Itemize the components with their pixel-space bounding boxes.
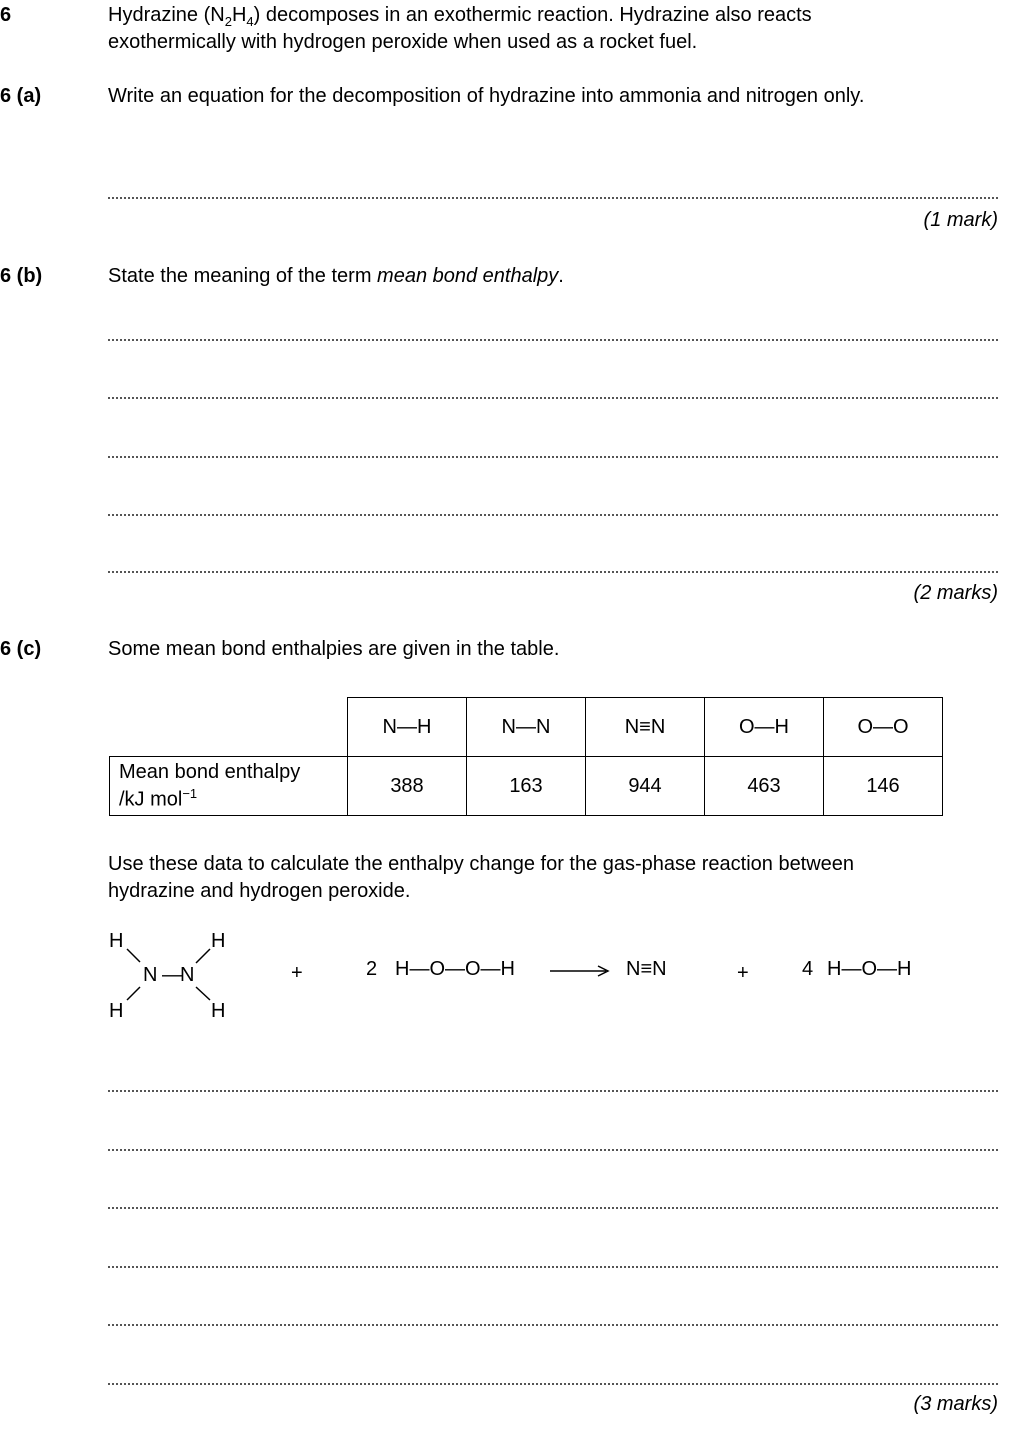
water-coefficient: 4: [802, 958, 814, 980]
header-o-o: O—O: [824, 698, 943, 757]
part-c-instruction-1: Use these data to calculate the enthalpy change for the gas-phase reaction between: [108, 853, 855, 875]
header-o-h: O—H: [705, 698, 824, 757]
intro-line-1: [108, 4, 812, 29]
table-corner: [110, 698, 348, 757]
part-c-label: 6 (c): [0, 638, 42, 660]
answer-line-c5[interactable]: [108, 1324, 998, 1326]
part-a-label: 6 (a): [0, 85, 42, 107]
part-b-term: mean bond enthalpy: [377, 265, 559, 287]
bond-h-bottom-left: [127, 987, 140, 1000]
part-c-marks: (3 marks): [913, 1393, 998, 1415]
hydrazine-h-bottom-right: H: [211, 1000, 226, 1022]
bond-enthalpy-table: [109, 697, 943, 816]
value-o-o: 146: [824, 757, 943, 816]
value-o-h: 463: [705, 757, 824, 816]
table-value-row: [110, 757, 943, 816]
part-b-period: .: [558, 265, 564, 287]
bond-h-top-left: [127, 949, 140, 962]
water-product: H—O—H: [827, 958, 912, 980]
nitrogen-product: N≡N: [626, 958, 667, 980]
reaction-arrow-icon: [548, 963, 612, 979]
row-label: [110, 757, 348, 816]
answer-line-c3[interactable]: [108, 1207, 998, 1209]
subscript-4: 4: [246, 14, 254, 29]
hydrazine-n-left: N: [143, 964, 158, 986]
plus-sign-1: +: [291, 962, 303, 984]
hydrogen-peroxide: H—O—O—H: [395, 958, 515, 980]
plus-sign-2: +: [737, 962, 749, 984]
answer-line-c4[interactable]: [108, 1266, 998, 1268]
answer-line-b5[interactable]: [108, 571, 998, 573]
peroxide-coefficient: 2: [366, 958, 378, 980]
part-c-instruction-2: hydrazine and hydrogen peroxide.: [108, 880, 411, 902]
answer-line-b4[interactable]: [108, 514, 998, 516]
row-label-line-1: Mean bond enthalpy: [119, 761, 301, 784]
intro-text-start: Hydrazine (N: [108, 4, 225, 26]
hydrazine-bond-lines: [100, 925, 240, 1020]
answer-line-a1[interactable]: [108, 197, 998, 199]
answer-line-c1[interactable]: [108, 1090, 998, 1092]
hydrazine-n-right: N: [180, 964, 195, 986]
hydrazine-h-bottom-left: H: [109, 1000, 124, 1022]
intro-line-2: exothermically with hydrogen peroxide when used as a rocket fuel.: [108, 31, 698, 53]
value-n-triple-n: 944: [586, 757, 705, 816]
answer-line-b3[interactable]: [108, 456, 998, 458]
hydrazine-nn-bond: —: [162, 964, 182, 986]
row-label-superscript: −1: [182, 786, 198, 802]
value-n-h: 388: [348, 757, 467, 816]
part-a-marks: (1 mark): [923, 209, 998, 231]
intro-text-h: H: [231, 4, 247, 26]
hydrazine-h-top-left: H: [109, 930, 124, 952]
part-a-question: Write an equation for the decomposition of hydrazine into ammonia and nitrogen only.: [108, 85, 865, 107]
answer-line-c2[interactable]: [108, 1149, 998, 1151]
part-c-question: Some mean bond enthalpies are given in the table.: [108, 638, 560, 660]
intro-text-end: ) decomposes in an exothermic reaction. Hydrazine also reacts: [253, 4, 812, 26]
header-n-h: N—H: [348, 698, 467, 757]
part-b-question: [108, 265, 564, 288]
bond-h-bottom-right: [196, 987, 210, 1000]
value-n-n: 163: [467, 757, 586, 816]
question-number: 6: [0, 4, 12, 26]
table-header-row: [110, 698, 943, 757]
row-label-units: /kJ mol: [119, 788, 183, 811]
answer-line-b2[interactable]: [108, 397, 998, 399]
subscript-2: 2: [224, 14, 232, 29]
answer-line-b1[interactable]: [108, 339, 998, 341]
answer-line-c6[interactable]: [108, 1383, 998, 1385]
part-b-text: State the meaning of the term: [108, 265, 378, 287]
bond-h-top-right: [196, 949, 210, 963]
hydrazine-h-top-right: H: [211, 930, 226, 952]
part-b-label: 6 (b): [0, 265, 43, 287]
part-b-marks: (2 marks): [913, 582, 998, 604]
header-n-triple-n: N≡N: [586, 698, 705, 757]
header-n-n: N—N: [467, 698, 586, 757]
